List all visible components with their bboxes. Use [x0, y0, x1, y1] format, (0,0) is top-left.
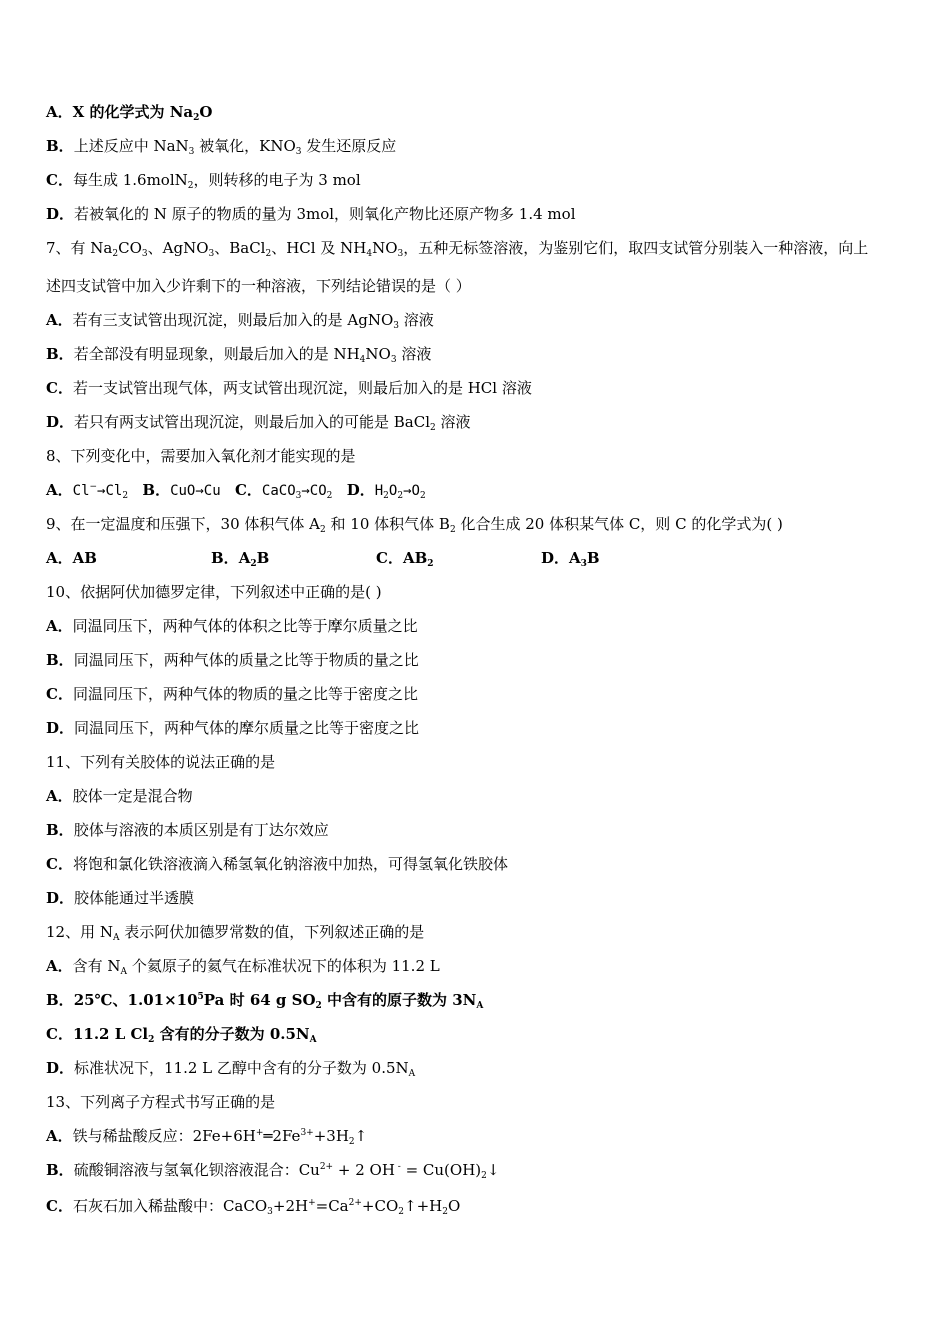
q6-option-c: C．每生成 1.6molN$_2$，则转移的电子为 3 mol [46, 171, 361, 191]
q12-option-c: C．11.2 L $Cl_2$ 含有的分子数为 $0.5N_A$ [46, 1025, 317, 1045]
q12-stem: 12、用 $N_A$ 表示阿伏加德罗常数的值，下列叙述正确的是 [46, 923, 425, 943]
q10-option-a: A．同温同压下，两种气体的体积之比等于摩尔质量之比 [46, 617, 418, 635]
q10-option-b: B．同温同压下，两种气体的质量之比等于物质的量之比 [46, 651, 419, 669]
q9-option-b: B．$A_2B$ [211, 549, 270, 569]
q9-option-a: A．AB [46, 549, 97, 567]
q6-option-b: B．上述反应中 NaN$_3$ 被氧化，$KNO_3$ 发生还原反应 [46, 137, 397, 157]
q11-option-c: C．将饱和氯化铁溶液滴入稀氢氧化钠溶液中加热，可得氢氧化铁胶体 [46, 855, 508, 873]
q9-option-d: D．$A_3B$ [541, 549, 600, 569]
q7-option-c: C．若一支试管出现气体，两支试管出现沉淀，则最后加入的是 HCl 溶液 [46, 379, 532, 397]
q7-option-b: B．若全部没有明显现象，则最后加入的是 $NH_4NO_3$ 溶液 [46, 345, 432, 365]
q9-options [46, 548, 916, 568]
q11-option-a: A．胶体一定是混合物 [46, 787, 193, 805]
q11-option-d: D．胶体能通过半透膜 [46, 889, 195, 907]
q13-option-c: C．石灰石加入稀盐酸中：$CaCO_3+2H^+=Ca^{2+}+CO_2↑+H_2O$ [46, 1197, 461, 1217]
q7-option-a: A．若有三支试管出现沉淀，则最后加入的是 AgNO$_3$ 溶液 [46, 311, 434, 331]
q7-option-d: D．若只有两支试管出现沉淀，则最后加入的可能是 BaCl$_2$ 溶液 [46, 413, 471, 433]
q7-stem-line2: 述四支试管中加入少许剩下的一种溶液，下列结论错误的是（ ） [46, 277, 471, 295]
q10-option-d: D．同温同压下，两种气体的摩尔质量之比等于密度之比 [46, 719, 420, 737]
q6-option-d: D．若被氧化的 N 原子的物质的量为 3mol，则氧化产物比还原产物多 1.4 mol [46, 205, 576, 223]
q12-option-a: A．含有 $N_A$ 个氦原子的氦气在标准状况下的体积为 11.2 L [46, 957, 440, 977]
q10-stem: 10、依据阿伏加德罗定律，下列叙述中正确的是( ) [46, 583, 382, 601]
q13-stem: 13、下列离子方程式书写正确的是 [46, 1093, 276, 1111]
q12-option-b: B．25℃、$1.01\times 10^5Pa$ 时 64 g $SO_2$ 中含有的原子数为 $3N_A$ [46, 991, 484, 1011]
q11-option-b: B．胶体与溶液的本质区别是有丁达尔效应 [46, 821, 329, 839]
q9-stem: 9、在一定温度和压强下，30 体积气体 $A_2$ 和 10 体积气体 $B_2$ 化合生成 20 体积某气体 C，则 C 的化学式为( ) [46, 515, 783, 535]
q13-option-a: A．铁与稀盐酸反应：$2Fe+6H^+═2Fe^{3+}+3H_2↑$ [46, 1127, 368, 1147]
q11-stem: 11、下列有关胶体的说法正确的是 [46, 753, 276, 771]
q12-option-d: D．标准状况下，11.2 L 乙醇中含有的分子数为 $0.5N_A$ [46, 1059, 416, 1079]
q10-option-c: C．同温同压下，两种气体的物质的量之比等于密度之比 [46, 685, 418, 703]
q9-option-c: C．$AB_2$ [376, 549, 434, 569]
q6-option-a: A．X 的化学式为 $Na_2O$ [46, 103, 213, 123]
q8-stem: 8、下列变化中，需要加入氧化剂才能实现的是 [46, 447, 356, 465]
q8-options: A．$Cl^-\to Cl_2$ B．CuO→Cu C．$CaCO_3\to CO_2$ D．$H_2O_2\to O_2$ [46, 481, 426, 501]
q13-option-b: B．硫酸铜溶液与氢氧化钡溶液混合：$Cu^{2+} + 2$ OH $^- = Cu(OH)_2↓$ [46, 1161, 500, 1181]
q7-stem-line1: 7、有 $Na_2CO_3$、AgNO$_3$、BaCl$_2$、HCl 及 $NH_4NO_3$，五种无标签溶液，为鉴别它们，取四支试管分别装入一种溶液，向上 [46, 239, 869, 259]
